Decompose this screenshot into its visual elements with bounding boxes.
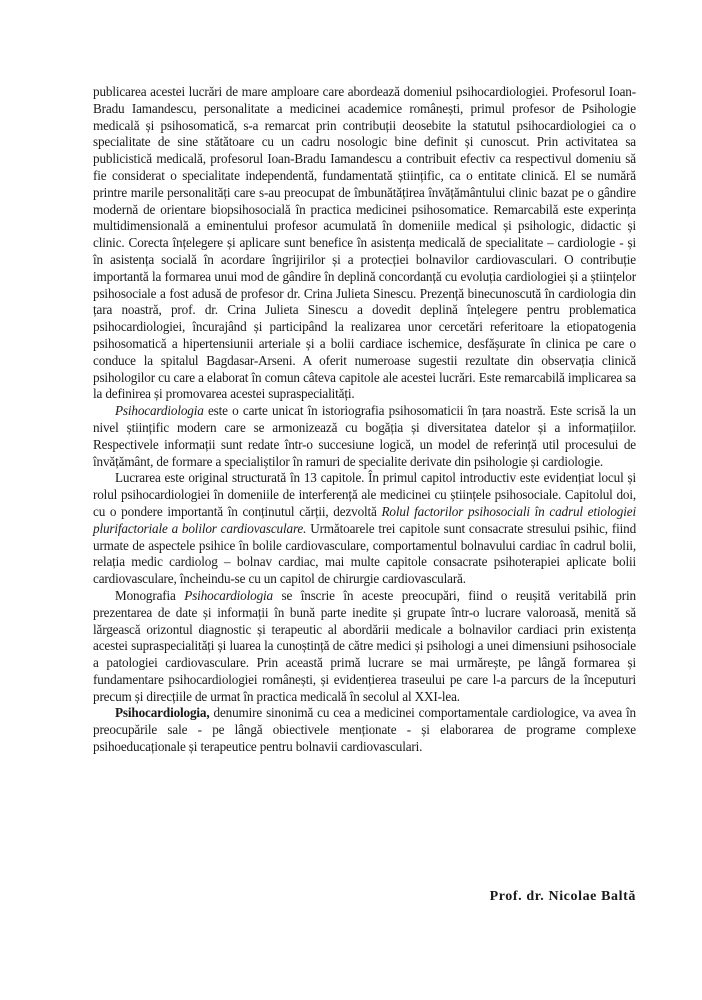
paragraph-4 [93,588,636,706]
paragraph-3-text-before: Lucrarea este original structurată în 13 capitole. În primul capitol introductiv este evidențiat locul și rolul psihocardiologiei în domeniile de interferență ale medicinei cu științele psihosociale. Capitolul doi, cu o pondere importantă în conținutul cărții, dezvoltă [93,470,636,519]
book-title: Psihocardiologia [115,403,204,419]
paragraph-1 [93,84,636,403]
paragraph-5 [93,705,636,755]
term-bold: Psihocardiologia, [115,705,210,721]
monograph-title: Psihocardiologia [184,587,273,603]
paragraph-4-text-after: se înscrie în aceste preocupări, fiind o reușită veritabilă prin prezentarea de date și informații în bună parte inedite și grupate într-o lucrare valoroasă, menită să lărgească orizontul diagnostic și terapeutic al abordării medicale a bolnavilor cardiaci prin existența acestei supraspecialități și luarea la cunoștință de către medici și psihologi a unei dimensiuni psihosociale a patologiei cardiovasculare. Prin această primă lucrare se mai urmărește, pe lângă formarea și fundamentare psihocardiologiei românești, și evidențierea traseului pe care l-a parcurs de la începuturi precum și direcțiile de urmat în practica medicală în secolul al XXI-lea. [93,587,636,704]
body-text [93,84,636,756]
paragraph-3 [93,470,636,588]
author-signature: Prof. dr. Nicolae Baltă [489,889,636,904]
chapter-title: Rolul factorilor psihosociali în cadrul etiologiei plurifactoriale a bolilor cardiovasculare. [93,503,636,536]
paragraph-4-text-before: Monografia [115,587,185,603]
paragraph-2 [93,403,636,470]
paragraph-5-text: denumire sinonimă cu cea a medicinei comportamentale cardiologice, va avea în preocupările sale - pe lângă obiectivele menționate - și elaborarea de programe complexe psihoeducaționale și terapeutice pentru bolnavii cardiovasculari. [93,705,636,755]
paragraph-2-text: este o carte unicat în istoriografia psihosomaticii în țara noastră. Este scrisă la un nivel științific modern care se armonizează cu bogăția și diversitatea datelor și a informațiilor. Respectivele informații sunt redate într-o succesiune logică, un model de referință util procesului de învățământ, de formare a specialiștilor în ramuri de specialite derivate din psihologie și cardiologie. [93,403,636,469]
paragraph-1-text: publicarea acestei lucrări de mare amploare care abordează domeniul psihocardiologiei. Profesorul Ioan-Bradu Iamandescu, personalitate a medicinei academice românești, primul profesor de Psihologie medicală și psihosomatică, s-a remarcat prin contribuții deosebite la statutul psihocardiologiei ca o specialitate de sine stătătoare cu un cadru nosologic bine definit și cunoscut. Prin activitatea sa publicistică medicală, profesorul Ioan-Bradu Iamandescu a contribuit efectiv ca respectivul domeniu să fie considerat o specialitate independentă, fundamentată științific, ca o entitate clinică. El se numără printre marile personalități care s-au preocupat de îmbunătățirea învățământului clinic bazat pe o gândire modernă de orientare biopsihosocială în practica medicinei psihosomatice. Remarcabilă este experința multidimensională a eminentului profesor acumulată în domeniile medical și psihologic, didactic și clinic. Corecta înțelegere și aplicare sunt benefice în asistența medicală de specialitate – cardiologie - și în asistența socială în acordare îngrijirilor și a protecției bolnavilor cardiovasculari. O contribuție importantă la formarea unui mod de gândire în deplină concordanță cu evoluția cardiologiei și a științelor psihosociale a fost adusă de profesor dr. Crina Julieta Sinescu. Prezență binecunoscută în cardiologia din țara noastră, prof. dr. Crina Julieta Sinescu a dovedit deplină înțelegere pentru problematica psihocardiologiei, încurajând și participând la realizarea unor cercetări referitoare la etiopatogenia psihosomatică a hipertensiunii arteriale și a bolii cardiace ischemice, desfășurate în clinica pe care o conduce la spitalul Bagdasar-Arseni. A oferit numeroase sugestii rezultate din observația clinică psihologilor cu care a elaborat în comun câteva capitole ale acestei lucrări. Este remarcabilă implicarea sa la definirea și promovarea acestei supraspecialități. [93,84,636,402]
paragraph-3-text-after: Următoarele trei capitole sunt consacrate stresului psihic, fiind urmate de aspectele psihice în bolile cardiovasculare, comportamentul bolnavului cardiac în cadrul bolii, relația medic cardiolog – bolnav cardiac, mai multe capitole consacrate psihoterapiei aplicate bolii cardiovasculare, încheindu-se cu un capitol de chirurgie cardiovasculară. [93,520,637,587]
